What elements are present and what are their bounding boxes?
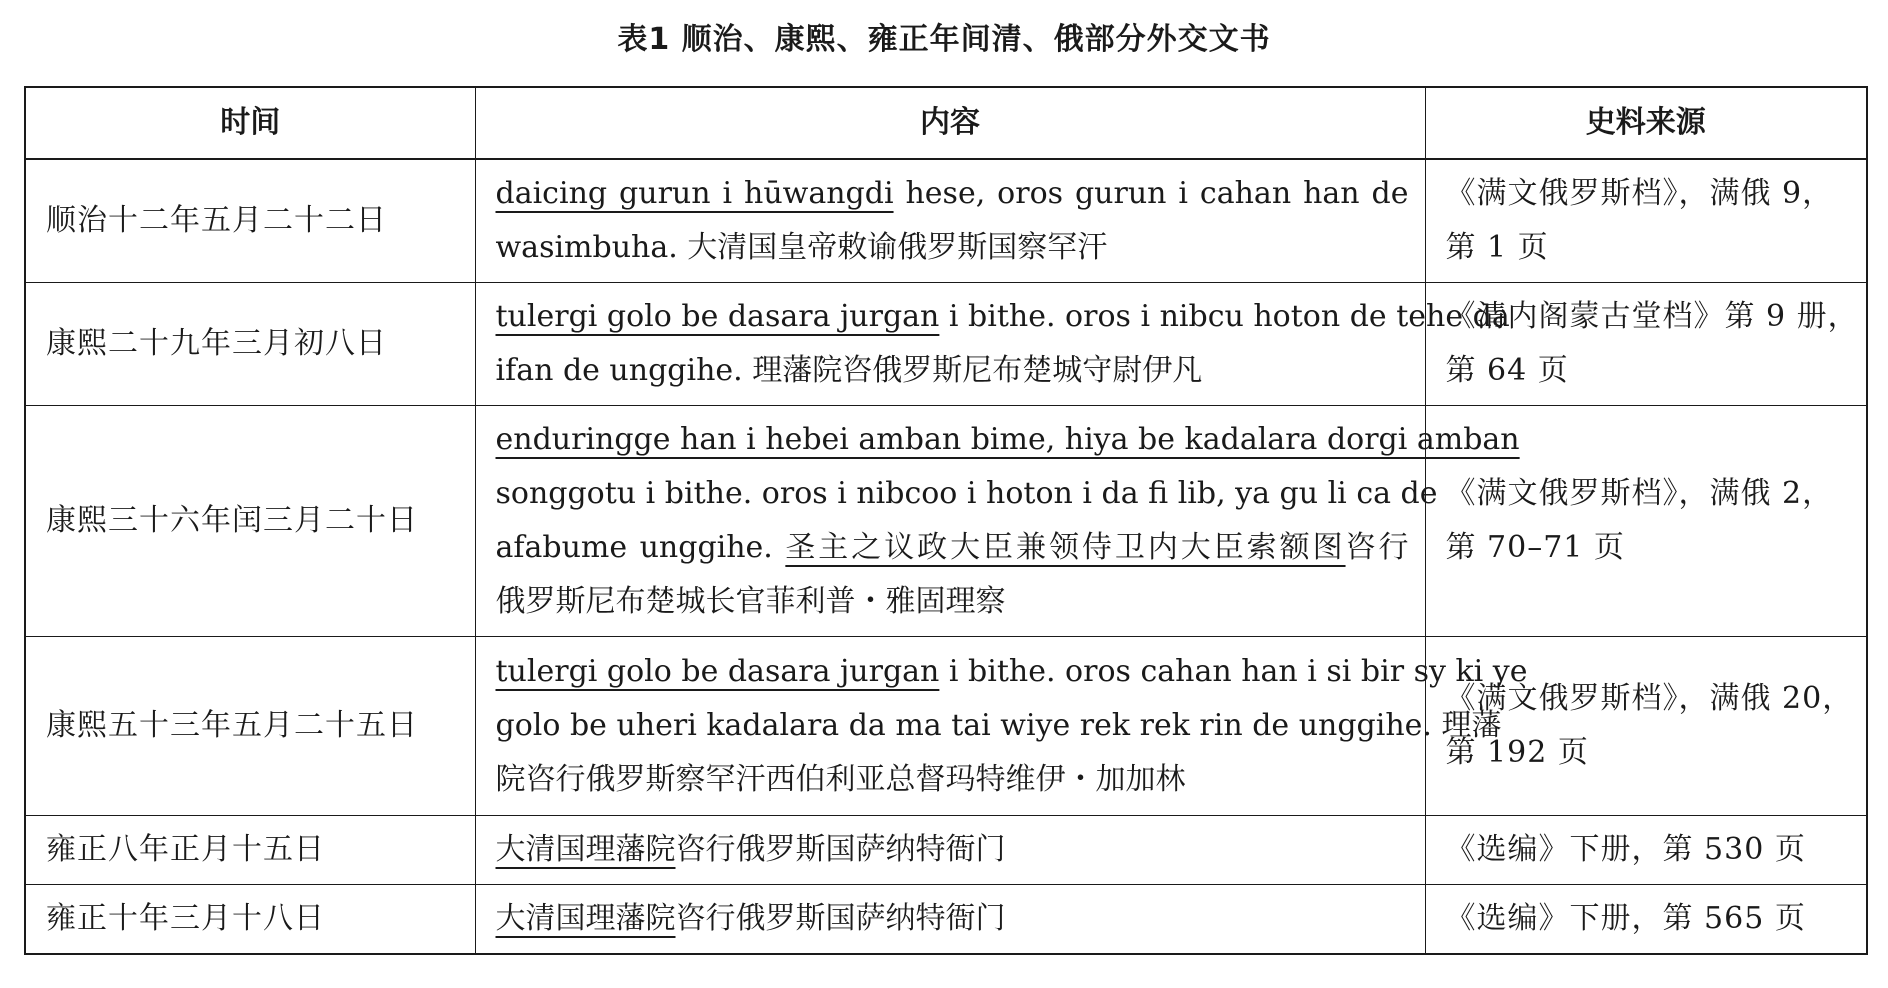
source-line: 《满文俄罗斯档》，满俄 2， <box>1445 476 1834 511</box>
underlined-phrase: daicing gurun i hūwangdi <box>495 176 894 211</box>
header-time: 时间 <box>25 87 475 159</box>
content-line: songgotu i bithe. oros i nibcoo i hoton i da fi lib, ya gu li ca de <box>495 476 1438 511</box>
content-text: 咨行俄罗斯国萨纳特衙门 <box>675 832 1006 867</box>
cell-source <box>1425 816 1867 885</box>
table-row <box>25 159 1867 283</box>
source-line: 《选编》下册，第 565 页 <box>1445 901 1806 936</box>
source-line: 《满文俄罗斯档》，满俄 20， <box>1445 681 1854 716</box>
cell-time: 雍正十年三月十八日 <box>25 885 475 955</box>
diplomatic-documents-table <box>24 86 1868 955</box>
cell-time: 康熙二十九年三月初八日 <box>25 283 475 406</box>
content-text: afabume unggihe. <box>495 530 786 565</box>
underlined-phrase: 大清国理藩院 <box>495 901 676 936</box>
content-line <box>496 823 1409 877</box>
source-line: 《满文俄罗斯档》，满俄 9， <box>1445 176 1834 211</box>
cell-time: 顺治十二年五月二十二日 <box>25 159 475 283</box>
content-text: 咨行俄罗斯国萨纳特衙门 <box>675 901 1006 936</box>
cell-time: 康熙五十三年五月二十五日 <box>25 637 475 816</box>
content-line: wasimbuha. 大清国皇帝敕谕俄罗斯国察罕汗 <box>495 230 1108 265</box>
underlined-phrase: enduringge han i hebei amban bime, hiya be kadalara dorgi amban <box>495 422 1520 457</box>
cell-source <box>1425 885 1867 955</box>
table-row <box>25 885 1867 955</box>
content-text: 咨行 <box>1345 530 1409 565</box>
table-row <box>25 283 1867 406</box>
content-line <box>496 167 1409 221</box>
content-line: 俄罗斯尼布楚城长官菲利普・雅固理察 <box>495 584 1006 619</box>
table-row <box>25 406 1867 637</box>
source-line: 第 192 页 <box>1445 735 1589 770</box>
content-text: i bithe. oros i nibcu hoton de tehe da <box>939 299 1510 334</box>
source-line: 《清内阁蒙古堂档》第 9 册， <box>1445 299 1859 334</box>
content-line <box>496 521 1409 575</box>
cell-content <box>475 816 1425 885</box>
content-line <box>495 290 1510 344</box>
underlined-phrase: 圣主之议政大臣兼领侍卫内大臣索额图 <box>785 530 1346 565</box>
content-line: golo be uheri kadalara da ma tai wiye rek rek rin de unggihe. 理藩 <box>495 708 1502 743</box>
underlined-phrase: tulergi golo be dasara jurgan <box>495 654 940 689</box>
content-line <box>495 645 1528 699</box>
cell-source <box>1425 159 1867 283</box>
cell-source <box>1425 283 1867 406</box>
cell-content <box>475 406 1520 637</box>
underlined-phrase: 大清国理藩院 <box>495 832 676 867</box>
source-line: 第 1 页 <box>1445 230 1549 265</box>
content-text: i bithe. oros cahan han i si bir sy ki ye <box>939 654 1528 689</box>
table-header-row <box>25 87 1867 159</box>
content-line <box>496 892 1409 946</box>
cell-content <box>475 159 1425 283</box>
source-line: 第 70–71 页 <box>1445 530 1625 565</box>
content-line: ifan de unggihe. 理藩院咨俄罗斯尼布楚城守尉伊凡 <box>495 353 1203 388</box>
source-line: 第 64 页 <box>1445 353 1569 388</box>
header-source: 史料来源 <box>1425 87 1867 159</box>
source-line: 《选编》下册，第 530 页 <box>1445 832 1806 867</box>
content-line: 院咨行俄罗斯察罕汗西伯利亚总督玛特维伊・加加林 <box>495 762 1186 797</box>
header-content: 内容 <box>475 87 1425 159</box>
table-row <box>25 637 1867 816</box>
cell-content <box>475 885 1425 955</box>
cell-time: 康熙三十六年闰三月二十日 <box>25 406 475 637</box>
content-text: hese, oros gurun i cahan han de <box>893 176 1409 211</box>
underlined-phrase: tulergi golo be dasara jurgan <box>495 299 940 334</box>
content-line <box>495 413 1520 467</box>
table-caption: 表1 顺治、康熙、雍正年间清、俄部分外交文书 <box>617 22 1271 57</box>
table-row <box>25 816 1867 885</box>
cell-time: 雍正八年正月十五日 <box>25 816 475 885</box>
